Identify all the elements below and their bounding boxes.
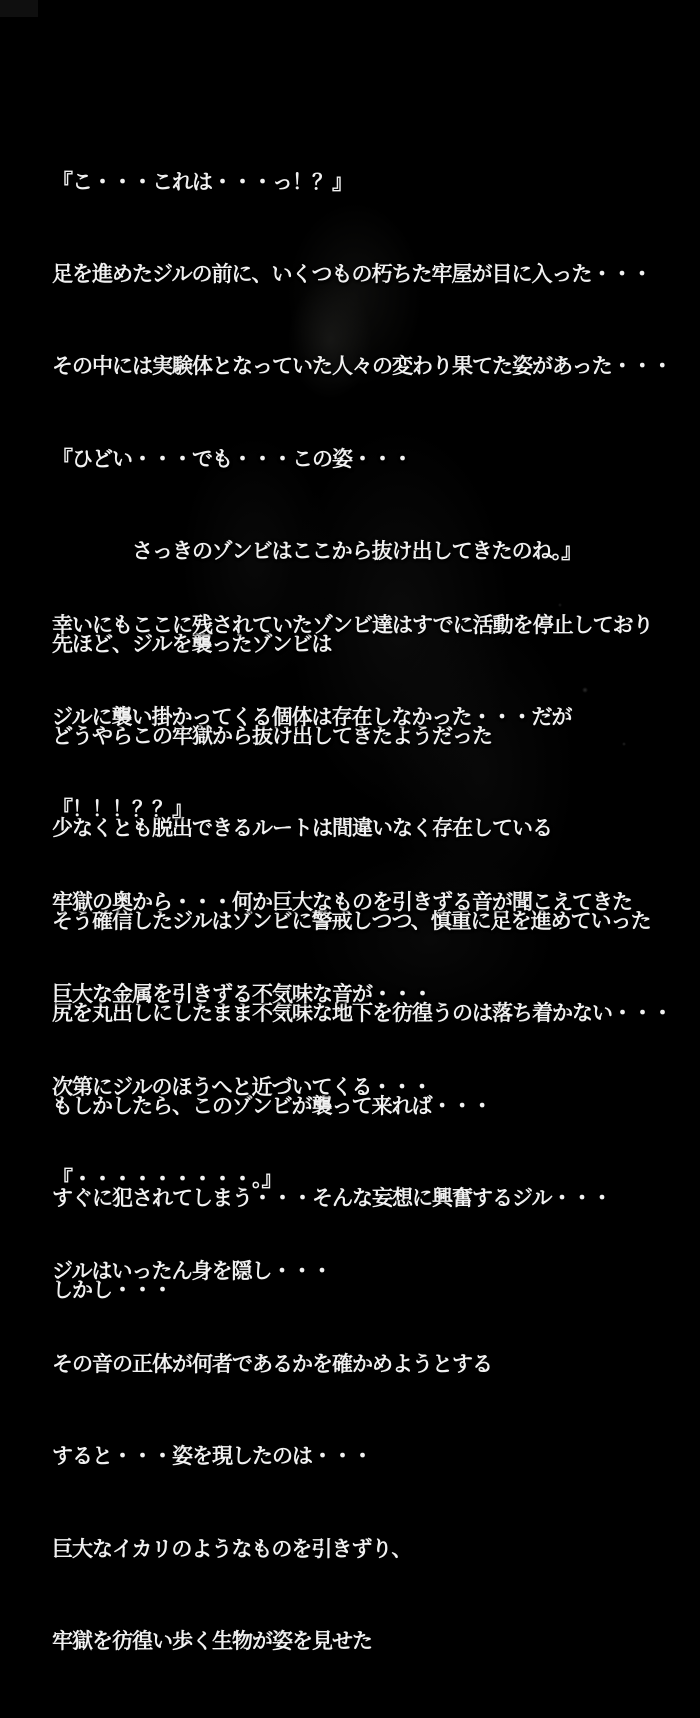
story-line: 『こ・・・これは・・・っ！？』 [52, 169, 352, 194]
story-line: 巨大な金属を引きずる不気味な音が・・・ [52, 982, 432, 1007]
narration-block-2 [52, 548, 692, 1718]
story-line: どうやらこの牢獄から抜け出してきたようだった [52, 723, 492, 748]
story-line: 次第にジルのほうへと近づいてくる・・・ [52, 1074, 432, 1099]
story-line: その音の正体が何者であるかを確かめようとする [52, 1351, 492, 1376]
story-line: そう確信したジルはゾンビに警戒しつつ、慎重に足を進めていった [52, 908, 651, 933]
story-line: その中には実験体となっていた人々の変わり果てた姿があった・・・ [52, 354, 672, 379]
story-line: 『・・・・・・・・・。』 [52, 1166, 282, 1191]
story-line: すると・・・姿を現したのは・・・ [52, 1444, 372, 1469]
story-line: 牢獄を彷徨い歩く生物が姿を見せた [52, 1628, 372, 1653]
story-line: 『！！！？？』 [52, 797, 192, 822]
story-line: 幸いにもここに残されていたゾンビ達はすでに活動を停止しており [52, 612, 653, 637]
story-line: もしかしたら、このゾンビが襲って来れば・・・ [52, 1093, 492, 1118]
story-line: 足を進めたジルの前に、いくつもの朽ちた牢屋が目に入った・・・ [52, 261, 652, 286]
story-line: ジルはいったん身を隠し・・・ [52, 1259, 332, 1284]
corner-artifact [0, 0, 38, 17]
story-line: しかし・・・ [52, 1278, 172, 1303]
story-line: 牢獄の奥から・・・何か巨大なものを引きずる音が聞こえてきた [52, 889, 632, 914]
story-line: すぐに犯されてしまう・・・そんな妄想に興奮するジル・・・ [52, 1185, 612, 1210]
story-line: 少なくとも脱出できるルートは間違いなく存在している [52, 816, 552, 841]
story-line: 尻を丸出しにしたまま不気味な地下を彷徨うのは落ち着かない・・・ [52, 1001, 672, 1026]
story-line: 『ひどい・・・でも・・・この姿・・・ [52, 446, 412, 471]
story-line: さっきのゾンビはここから抜け出してきたのね。』 [52, 539, 582, 564]
story-line: ジルに襲い掛かってくる個体は存在しなかった・・・だが [52, 704, 572, 729]
story-line: 先ほど、ジルを襲ったゾンビは [52, 631, 332, 656]
story-line: 巨大なイカリのようなものを引きずり、 [52, 1536, 412, 1561]
